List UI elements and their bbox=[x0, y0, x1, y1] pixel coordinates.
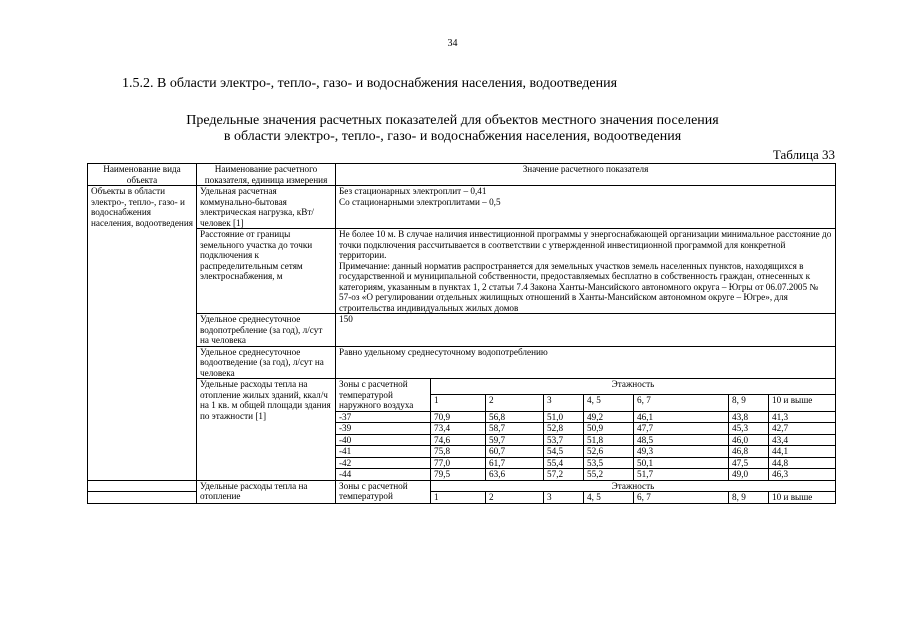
temp-cell: -37 bbox=[336, 411, 431, 423]
floor-cell: 1 bbox=[431, 395, 486, 411]
value-connection-distance bbox=[336, 229, 836, 314]
object-type-continued bbox=[88, 492, 197, 504]
value-cell: 46,1 bbox=[634, 411, 729, 423]
value-cell: 53,5 bbox=[584, 457, 634, 469]
value-cell: 52,8 bbox=[544, 423, 584, 435]
indicator-heat-consumption: Удельные расходы тепла на отопление жилых зданий, ккал/ч на 1 кв. м общей площади здания по этажности [1] bbox=[197, 379, 336, 481]
value-note: Примечание: данный норматив распространяется для земельных участков земель населенных пунктов, находящихся в государственной и муниципальной собственности, предоставляемых бесплатно в собственность граждан, отнесенных к категориям, указанным в пунктах 1, 2 статьи 7.4 Закона Ханты-Мансийского автономного округа – Югры от 06.07.2005 № 57-оз «О регулировании отдельных жилищных отношений в Ханты-Мансийском автономном округе – Югре», для строительства индивидуальных жилых домов bbox=[339, 260, 819, 313]
value-cell: 70,9 bbox=[431, 411, 486, 423]
value-cell: 63,6 bbox=[486, 469, 544, 481]
value-cell: 53,7 bbox=[544, 434, 584, 446]
value-cell: 46,0 bbox=[729, 434, 769, 446]
value-line: Со стационарными электроплитами – 0,5 bbox=[339, 196, 501, 207]
table-title bbox=[0, 113, 905, 145]
zone-header-2: Зоны с расчетной температурой bbox=[336, 480, 431, 503]
floor-cell: 10 и выше bbox=[769, 395, 836, 411]
value-cell: 49,3 bbox=[634, 446, 729, 458]
value-cell: 49,2 bbox=[584, 411, 634, 423]
value-cell: 51,8 bbox=[584, 434, 634, 446]
value-cell: 44,1 bbox=[769, 446, 836, 458]
temp-cell: -40 bbox=[336, 434, 431, 446]
value-cell: 57,2 bbox=[544, 469, 584, 481]
value-cell: 56,8 bbox=[486, 411, 544, 423]
value-cell: 75,8 bbox=[431, 446, 486, 458]
value-cell: 46,8 bbox=[729, 446, 769, 458]
table-header-row bbox=[88, 164, 836, 186]
indicator-connection-distance: Расстояние от границы земельного участка до точки подключения к распределительным сетям электроснабжения, м bbox=[197, 229, 336, 314]
floor-cell: 2 bbox=[486, 492, 544, 504]
temp-cell: -44 bbox=[336, 469, 431, 481]
floor-cell: 2 bbox=[486, 395, 544, 411]
value-water-consumption: 150 bbox=[336, 314, 836, 347]
header-indicator: Наименование расчетного показателя, единица измерения bbox=[197, 164, 336, 186]
value-text: Не более 10 м. В случае наличия инвестиционной программы у энергоснабжающей организации минимальное расстояние до точки подключения рассчитывается в соответствии с утвержденной инвестиционной программой для конкретной территории. bbox=[339, 229, 832, 260]
temp-cell: -41 bbox=[336, 446, 431, 458]
object-type-continued bbox=[88, 480, 197, 492]
header-object-type: Наименование вида объекта bbox=[88, 164, 197, 186]
value-cell: 50,9 bbox=[584, 423, 634, 435]
value-cell: 55,4 bbox=[544, 457, 584, 469]
value-cell: 50,1 bbox=[634, 457, 729, 469]
value-cell: 58,7 bbox=[486, 423, 544, 435]
value-cell: 43,4 bbox=[769, 434, 836, 446]
value-cell: 46,3 bbox=[769, 469, 836, 481]
value-cell: 49,0 bbox=[729, 469, 769, 481]
indicator-electric-load: Удельная расчетная коммунально-бытовая электрическая нагрузка, кВт/человек [1] bbox=[197, 186, 336, 229]
value-sewage: Равно удельному среднесуточному водопотреблению bbox=[336, 346, 836, 379]
floor-cell: 3 bbox=[544, 395, 584, 411]
zone-header: Зоны с расчетной температурой наружного воздуха bbox=[336, 379, 431, 412]
floor-cell: 6, 7 bbox=[634, 492, 729, 504]
value-cell: 45,3 bbox=[729, 423, 769, 435]
value-cell: 47,5 bbox=[729, 457, 769, 469]
value-cell: 60,7 bbox=[486, 446, 544, 458]
floor-cell: 8, 9 bbox=[729, 492, 769, 504]
value-cell: 55,2 bbox=[584, 469, 634, 481]
floor-cell: 4, 5 bbox=[584, 395, 634, 411]
indicator-sewage: Удельное среднесуточное водоотведение (за год), л/сут на человека bbox=[197, 346, 336, 379]
value-cell: 59,7 bbox=[486, 434, 544, 446]
table-row bbox=[88, 480, 836, 492]
value-electric-load bbox=[336, 186, 836, 229]
value-cell: 51,0 bbox=[544, 411, 584, 423]
floor-cell: 1 bbox=[431, 492, 486, 504]
value-cell: 43,8 bbox=[729, 411, 769, 423]
norms-table bbox=[87, 163, 836, 504]
table-row bbox=[88, 379, 836, 395]
value-cell: 41,3 bbox=[769, 411, 836, 423]
table-row bbox=[88, 186, 836, 229]
object-type-cell: Объекты в области электро-, тепло-, газо- и водоснабжения населения, водоотведения bbox=[88, 186, 197, 481]
value-cell: 74,6 bbox=[431, 434, 486, 446]
indicator-water-consumption: Удельное среднесуточное водопотребление (за год), л/сут на человека bbox=[197, 314, 336, 347]
value-cell: 48,5 bbox=[634, 434, 729, 446]
value-line: Без стационарных электроплит – 0,41 bbox=[339, 186, 487, 196]
floor-cell: 6, 7 bbox=[634, 395, 729, 411]
table-row bbox=[88, 346, 836, 379]
temp-cell: -42 bbox=[336, 457, 431, 469]
value-cell: 54,5 bbox=[544, 446, 584, 458]
floors-header: Этажность bbox=[431, 379, 836, 395]
header-value: Значение расчетного показателя bbox=[336, 164, 836, 186]
value-cell: 61,7 bbox=[486, 457, 544, 469]
indicator-heat-consumption-2: Удельные расходы тепла на отопление bbox=[197, 480, 336, 503]
page-number: 34 bbox=[447, 38, 458, 49]
value-cell: 51,7 bbox=[634, 469, 729, 481]
floor-cell: 10 и выше bbox=[769, 492, 836, 504]
value-cell: 42,7 bbox=[769, 423, 836, 435]
title-line-1: Предельные значения расчетных показателей для объектов местного значения поселения bbox=[186, 113, 719, 128]
floor-cell: 8, 9 bbox=[729, 395, 769, 411]
value-cell: 73,4 bbox=[431, 423, 486, 435]
temp-cell: -39 bbox=[336, 423, 431, 435]
floor-cell: 3 bbox=[544, 492, 584, 504]
value-cell: 47,7 bbox=[634, 423, 729, 435]
floor-cell: 4, 5 bbox=[584, 492, 634, 504]
value-cell: 52,6 bbox=[584, 446, 634, 458]
title-line-2: в области электро-, тепло-, газо- и водоснабжения населения, водоотведения bbox=[223, 129, 682, 144]
floors-header-2: Этажность bbox=[431, 480, 836, 492]
table-row bbox=[88, 229, 836, 314]
value-cell: 44,8 bbox=[769, 457, 836, 469]
value-cell: 77,0 bbox=[431, 457, 486, 469]
table-label: Таблица 33 bbox=[772, 147, 835, 162]
section-heading: 1.5.2. В области электро-, тепло-, газо- и водоснабжения населения, водоотведения bbox=[122, 76, 618, 91]
table-row bbox=[88, 314, 836, 347]
value-cell: 79,5 bbox=[431, 469, 486, 481]
